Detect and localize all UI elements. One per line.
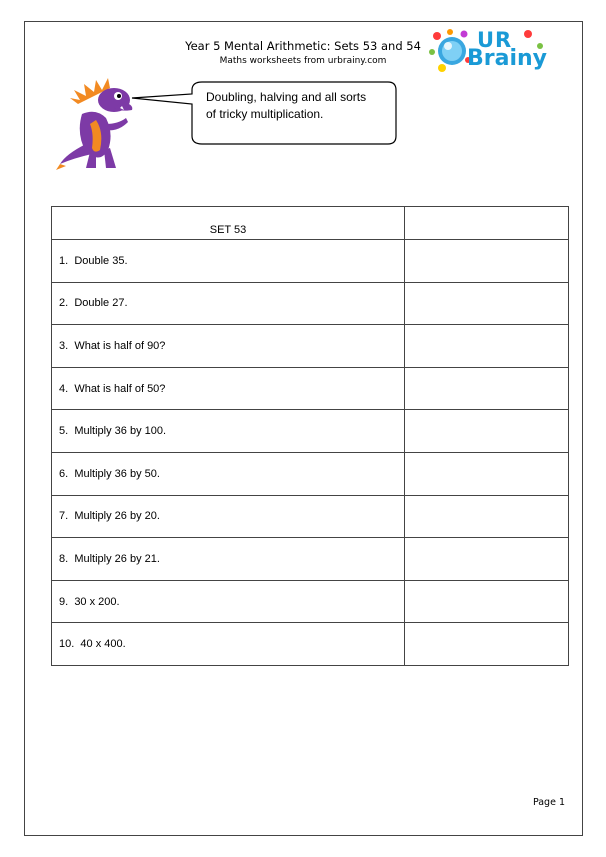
answer-cell[interactable] — [405, 580, 569, 623]
speech-bubble-line-2: of tricky multiplication. — [206, 107, 324, 121]
logo-text-ur: UR — [477, 28, 513, 52]
question-number: 3. — [59, 339, 69, 352]
question-text: Multiply 36 by 50. — [74, 467, 160, 480]
question-text: Double 27. — [74, 297, 128, 310]
question-cell — [52, 325, 405, 368]
question-cell — [52, 538, 405, 581]
answer-heading — [405, 207, 569, 240]
question-cell — [52, 367, 405, 410]
logo-text-brainy: Brainy — [467, 46, 548, 71]
answer-cell[interactable] — [405, 240, 569, 283]
answer-cell[interactable] — [405, 452, 569, 495]
set-53-table — [51, 206, 569, 666]
set-heading: SET 53 — [52, 207, 405, 240]
question-cell — [52, 580, 405, 623]
answer-cell[interactable] — [405, 325, 569, 368]
question-number: 6. — [59, 467, 69, 480]
question-number: 2. — [59, 297, 69, 310]
question-number: 1. — [59, 254, 69, 267]
table-row — [52, 325, 569, 368]
answer-cell[interactable] — [405, 367, 569, 410]
table-row — [52, 240, 569, 283]
speech-bubble-text — [206, 89, 392, 123]
question-cell — [52, 240, 405, 283]
question-cell — [52, 452, 405, 495]
question-number: 7. — [59, 510, 69, 523]
table-row — [52, 282, 569, 325]
question-text: What is half of 90? — [74, 339, 166, 352]
question-number: 4. — [59, 382, 69, 395]
question-text: 40 x 400. — [80, 638, 126, 651]
table-row — [52, 367, 569, 410]
answer-cell[interactable] — [405, 282, 569, 325]
question-cell — [52, 410, 405, 453]
table-header-row — [52, 207, 569, 240]
answer-cell[interactable] — [405, 410, 569, 453]
question-cell — [52, 495, 405, 538]
question-cell — [52, 623, 405, 666]
answer-cell[interactable] — [405, 623, 569, 666]
table-row — [52, 580, 569, 623]
question-text: 30 x 200. — [74, 595, 120, 608]
question-number: 10. — [59, 638, 75, 651]
question-number: 9. — [59, 595, 69, 608]
question-text: Double 35. — [74, 254, 128, 267]
question-text: What is half of 50? — [74, 382, 166, 395]
worksheet-title: Year 5 Mental Arithmetic: Sets 53 and 54 — [185, 39, 421, 53]
answer-cell[interactable] — [405, 495, 569, 538]
question-text: Multiply 26 by 21. — [74, 552, 160, 565]
answer-cell[interactable] — [405, 538, 569, 581]
worksheet-subtitle: Maths worksheets from urbrainy.com — [219, 56, 387, 66]
table-row — [52, 495, 569, 538]
question-number: 8. — [59, 552, 69, 565]
table-row — [52, 538, 569, 581]
table-row — [52, 452, 569, 495]
question-cell — [52, 282, 405, 325]
question-number: 5. — [59, 425, 69, 438]
question-text: Multiply 36 by 100. — [74, 425, 167, 438]
table-row — [52, 623, 569, 666]
table-row — [52, 410, 569, 453]
speech-bubble-line-1: Doubling, halving and all sorts — [206, 90, 367, 104]
page-number: Page 1 — [532, 797, 565, 808]
question-text: Multiply 26 by 20. — [74, 510, 160, 523]
